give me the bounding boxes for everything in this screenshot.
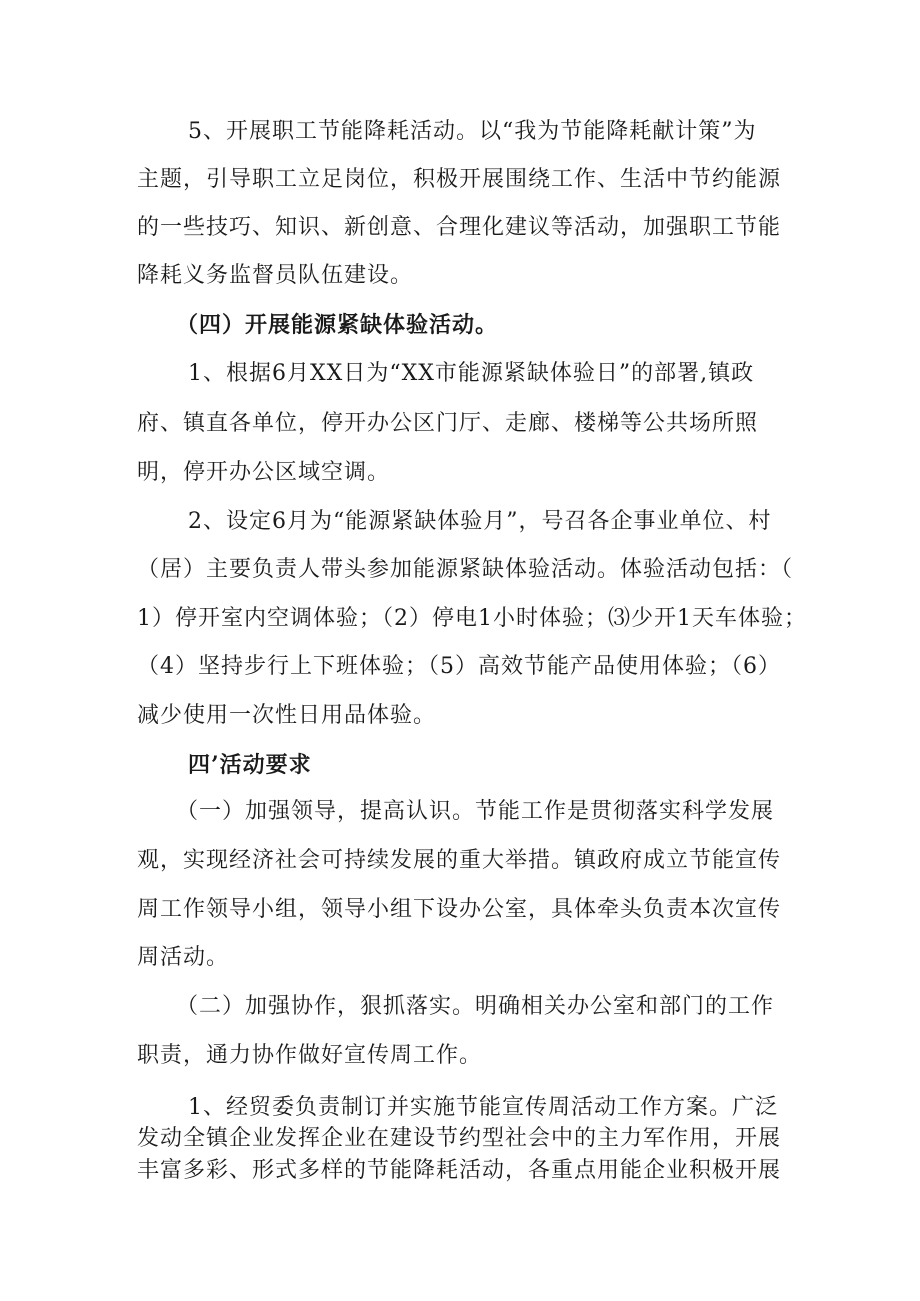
- text-line: 发动全镇企业发挥企业在建设节约型社会中的主力军作用，开展: [137, 1126, 782, 1151]
- text-line: 职责，通力协作做好宣传周工作。: [137, 1043, 483, 1068]
- text-line: 明，停开办公区域空调。: [137, 460, 391, 485]
- section-heading: （四）开展能源紧缺体验活动。: [176, 312, 499, 338]
- text-line: 降耗义务监督员队伍建设。: [137, 263, 414, 288]
- text-line: （一）加强领导，提高认识。节能工作是贯彻落实科学发展: [176, 799, 775, 824]
- text-line: 1、经贸委负责制订并实施节能宣传周活动工作方案。广泛: [188, 1095, 778, 1120]
- text-line: 减少使用一次性日用品体验。: [137, 703, 437, 728]
- text-line: 5、开展职工节能降耗活动。以“我为节能降耗献计策”为: [188, 119, 757, 144]
- text-line: （二）加强协作，狠抓落实。明确相关办公室和部门的工作: [176, 994, 775, 1019]
- text-line: 周活动。: [137, 945, 230, 970]
- text-line: 2、设定6月为“能源紧缺体验月”，号召各企事业单位、村: [188, 509, 772, 534]
- text-line: 1）停开室内空调体验；（2）停电1小时体验；⑶少开1天车体验；: [137, 606, 807, 631]
- text-line: 的一些技巧、知识、新创意、合理化建议等活动，加强职工节能: [137, 215, 782, 240]
- text-line: （4）坚持步行上下班体验；（5）高效节能产品使用体验；（6）: [137, 654, 781, 679]
- text-line: 周工作领导小组，领导小组下设办公室，具体牵头负责本次宣传: [137, 897, 782, 922]
- text-line: （居）主要负责人带头参加能源紧缺体验活动。体验活动包括：（: [137, 557, 794, 582]
- text-line: 1、根据6月XX日为“XX市能源紧缺体验日”的部署,镇政: [188, 361, 755, 386]
- text-line: 主题，引导职工立足岗位，积极开展围绕工作、生活中节约能源: [137, 167, 782, 192]
- text-line: 观，实现经济社会可持续发展的重大举措。镇政府成立节能宣传: [137, 848, 782, 873]
- part-heading: 四’活动要求: [188, 752, 312, 778]
- text-line: 丰富多彩、形式多样的节能降耗活动，各重点用能企业积极开展: [137, 1158, 782, 1183]
- text-line: 府、镇直各单位，停开办公区门厅、走廊、楼梯等公共场所照: [137, 411, 759, 436]
